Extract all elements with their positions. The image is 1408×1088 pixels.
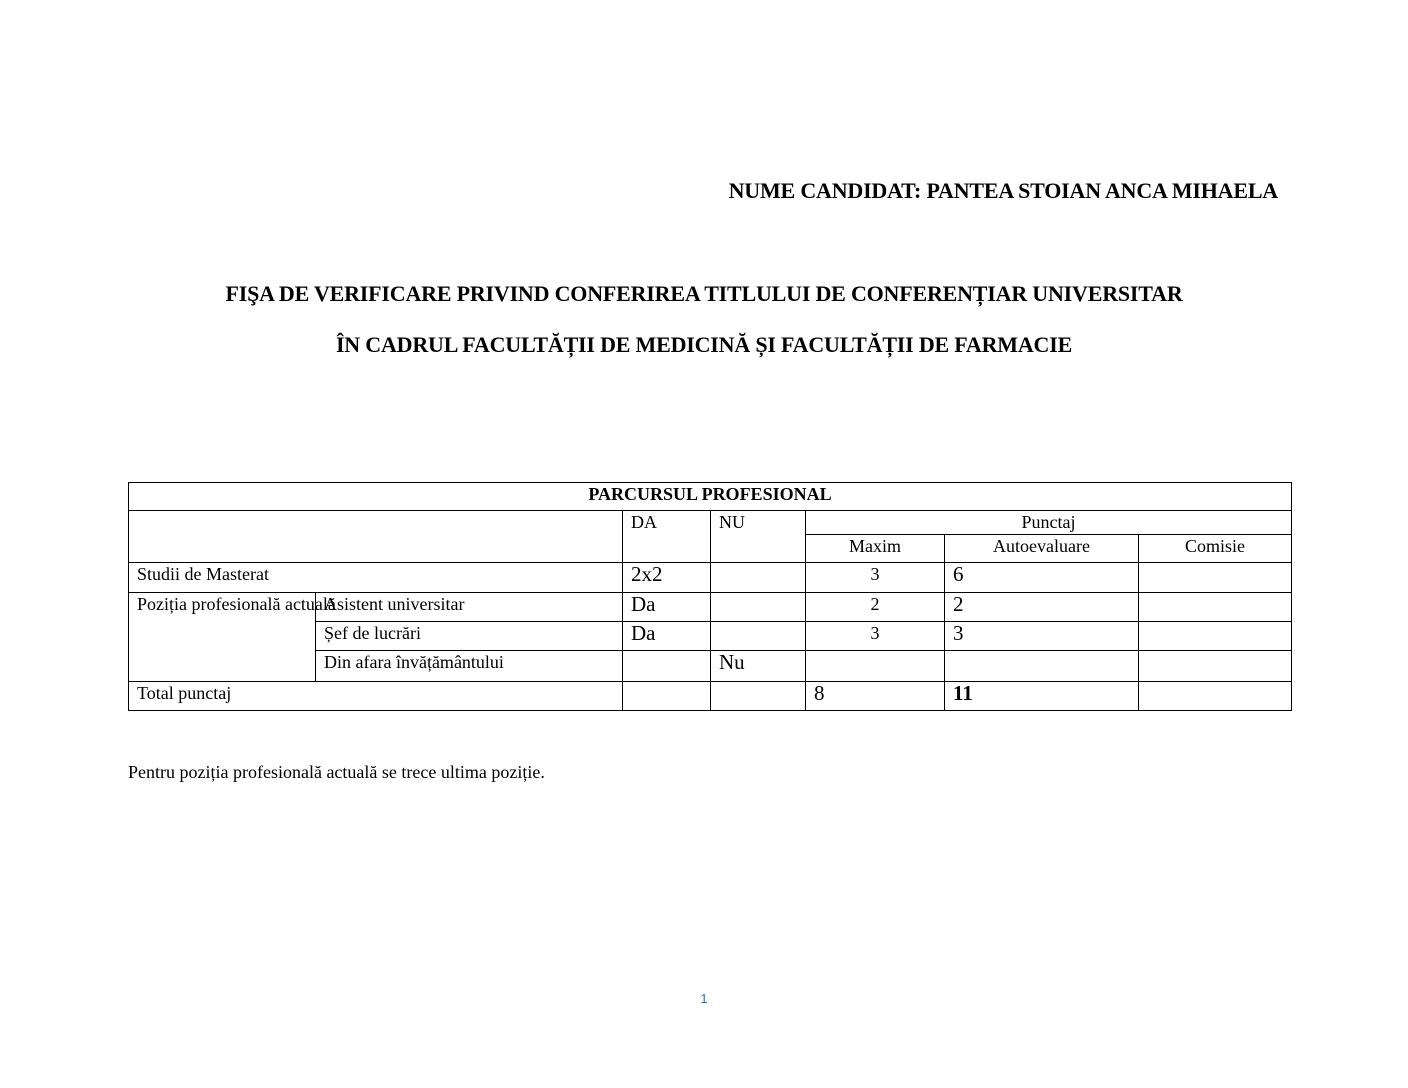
cell-din-afara-da	[623, 651, 711, 682]
cell-din-afara-maxim	[806, 651, 945, 682]
cell-total-nu	[711, 682, 806, 711]
table-row	[129, 682, 1292, 711]
cell-studii-maxim: 3	[806, 563, 945, 593]
cell-sef-comisie	[1139, 622, 1292, 651]
cell-sef-auto: 3	[945, 622, 1139, 651]
header-comisie: Comisie	[1139, 535, 1292, 563]
cell-din-afara-auto	[945, 651, 1139, 682]
cell-total-da	[623, 682, 711, 711]
cell-asistent-nu	[711, 593, 806, 622]
header-row-1	[129, 511, 1292, 535]
cell-asistent-maxim: 2	[806, 593, 945, 622]
cell-studii-da: 2x2	[623, 563, 711, 593]
row-label-studii: Studii de Masterat	[129, 563, 623, 593]
cell-total-comisie	[1139, 682, 1292, 711]
cell-studii-comisie	[1139, 563, 1292, 593]
row-label-din-afara: Din afara învățământului	[316, 651, 623, 682]
cell-sef-nu	[711, 622, 806, 651]
row-label-sef: Șef de lucrări	[316, 622, 623, 651]
header-empty-cell	[129, 511, 623, 563]
footnote: Pentru poziția profesională actuală se trece ultima poziție.	[128, 762, 545, 782]
row-label-asistent: Asistent universitar	[316, 593, 623, 622]
cell-total-maxim: 8	[806, 682, 945, 711]
cell-asistent-da: Da	[623, 593, 711, 622]
table-row	[129, 593, 1292, 622]
header-da: DA	[623, 511, 711, 563]
professional-path-table	[128, 482, 1292, 711]
table-title-row	[129, 483, 1292, 511]
document-title-line-1: FIŞA DE VERIFICARE PRIVIND CONFERIREA TITLULUI DE CONFERENȚIAR UNIVERSITAR	[225, 281, 1183, 306]
page-number: 1	[700, 991, 708, 1006]
cell-din-afara-comisie	[1139, 651, 1292, 682]
cell-total-auto: 11	[945, 682, 1139, 711]
row-label-total: Total punctaj	[129, 682, 623, 711]
table-title: PARCURSUL PROFESIONAL	[129, 483, 1292, 511]
header-nu: NU	[711, 511, 806, 563]
cell-studii-nu	[711, 563, 806, 593]
cell-din-afara-nu: Nu	[711, 651, 806, 682]
cell-studii-auto: 6	[945, 563, 1139, 593]
document-title-line-2: ÎN CADRUL FACULTĂȚII DE MEDICINĂ ȘI FACULTĂȚII DE FARMACIE	[335, 332, 1073, 357]
cell-asistent-auto: 2	[945, 593, 1139, 622]
row-label-pozitie: Poziția profesională actuală	[129, 593, 316, 682]
cell-sef-maxim: 3	[806, 622, 945, 651]
cell-sef-da: Da	[623, 622, 711, 651]
cell-asistent-comisie	[1139, 593, 1292, 622]
header-maxim: Maxim	[806, 535, 945, 563]
table-row	[129, 563, 1292, 593]
candidate-name: NUME CANDIDAT: PANTEA STOIAN ANCA MIHAELA	[728, 178, 1278, 203]
header-autoevaluare: Autoevaluare	[945, 535, 1139, 563]
header-punctaj: Punctaj	[806, 511, 1292, 535]
